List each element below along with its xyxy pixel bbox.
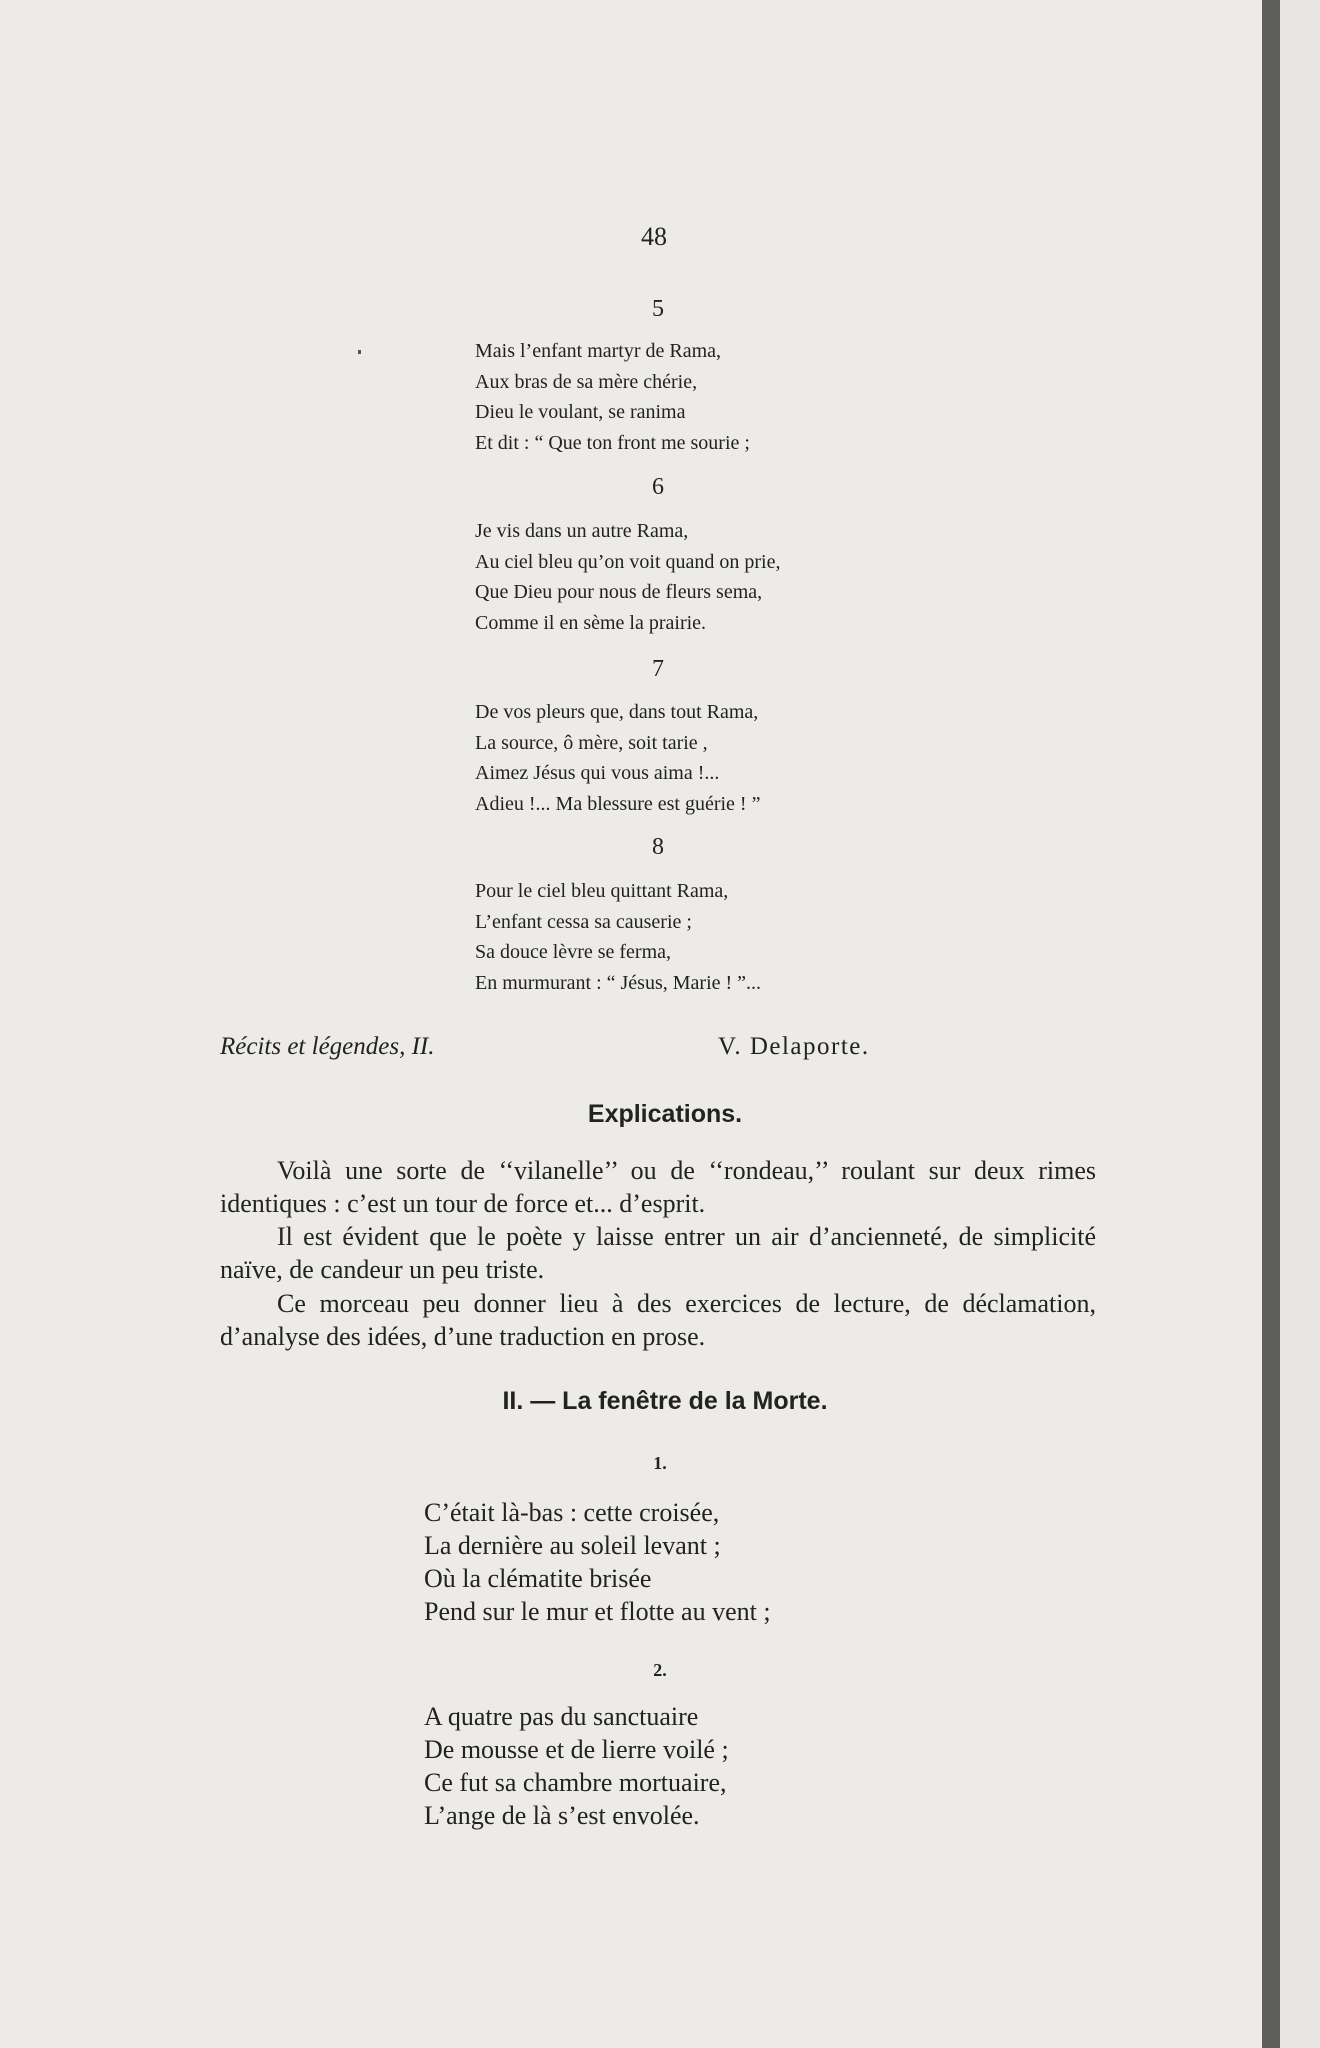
verse-line: Pend sur le mur et flotte au vent ; — [424, 1597, 771, 1626]
page-number: 48 — [641, 222, 667, 251]
verse-line: Adieu !... Ma blessure est guérie ! ” — [475, 792, 761, 815]
verse-line: Ce fut sa chambre mortuaire, — [424, 1768, 727, 1797]
stanza-number: 8 — [652, 834, 664, 860]
stanza-number: 2. — [653, 1660, 667, 1680]
paragraph-text: Il est évident que le poète y laisse entrer un air d’ancienneté, de simplicité naïve, de candeur un peu triste. — [220, 1222, 1096, 1284]
verse-line: L’ange de là s’est envolée. — [424, 1801, 700, 1830]
stanza — [475, 516, 781, 638]
verse-line: Que Dieu pour nous de fleurs sema, — [475, 581, 763, 603]
verse-line: La source, ô mère, soit tarie , — [475, 731, 708, 754]
verse-line: Sa douce lèvre se ferma, — [475, 941, 672, 963]
stanza — [475, 876, 761, 998]
verse-line: Je vis dans un autre Rama, — [475, 520, 689, 542]
section-heading: Explications. — [587, 1100, 743, 1128]
verse-line: Où la clématite brisée — [424, 1564, 652, 1593]
author-signature: V. Delaporte. — [718, 1033, 870, 1060]
stanza — [475, 697, 760, 819]
verse-line: Et dit : “ Que ton front me sourie ; — [475, 431, 750, 454]
paragraph — [220, 1154, 1096, 1220]
verse-line: Pour le ciel bleu quittant Rama, — [475, 880, 729, 902]
ink-speck — [358, 350, 361, 354]
stanza — [424, 1700, 729, 1832]
verse-line: L’enfant cessa sa causerie ; — [475, 910, 692, 933]
verse-line: En murmurant : “ Jésus, Marie ! ”... — [475, 971, 762, 994]
verse-line: Dieu le voulant, se ranima — [475, 401, 686, 423]
verse-line: De mousse et de lierre voilé ; — [424, 1735, 729, 1764]
stanza-number: 7 — [652, 656, 664, 682]
paragraph-text: Voilà une sorte de ‘‘vilanelle’’ ou de ‘‘rondeau,’’ roulant sur deux rimes identiques : c’est un tour de force et... d’esprit. — [220, 1156, 1096, 1218]
paragraph — [220, 1220, 1096, 1286]
verse-line: C’était là-bas : cette croisée, — [424, 1498, 720, 1527]
verse-line: De vos pleurs que, dans tout Rama, — [475, 701, 759, 723]
verse-line: Mais l’enfant martyr de Rama, — [475, 340, 722, 362]
verse-line: Comme il en sème la prairie. — [475, 611, 707, 634]
stanza — [475, 336, 750, 458]
poem-title: II. — La fenêtre de la Morte. — [502, 1387, 828, 1415]
verse-line: Aimez Jésus qui vous aima !... — [475, 762, 720, 784]
verse-line: A quatre pas du sanctuaire — [424, 1702, 699, 1731]
stanza-number: 1. — [653, 1453, 667, 1473]
paragraph-text: Ce morceau peu donner lieu à des exercices de lecture, de déclamation, d’analyse des idées, d’une traduction en prose. — [220, 1289, 1096, 1351]
verse-line: La dernière au soleil levant ; — [424, 1531, 721, 1560]
stanza — [424, 1496, 771, 1628]
source-citation: Récits et légendes, II. — [220, 1033, 435, 1060]
stanza-number: 5 — [652, 296, 664, 322]
verse-line: Aux bras de sa mère chérie, — [475, 370, 698, 393]
stanza-number: 6 — [652, 474, 664, 500]
verse-line: Au ciel bleu qu’on voit quand on prie, — [475, 550, 781, 573]
paragraph — [220, 1287, 1096, 1353]
